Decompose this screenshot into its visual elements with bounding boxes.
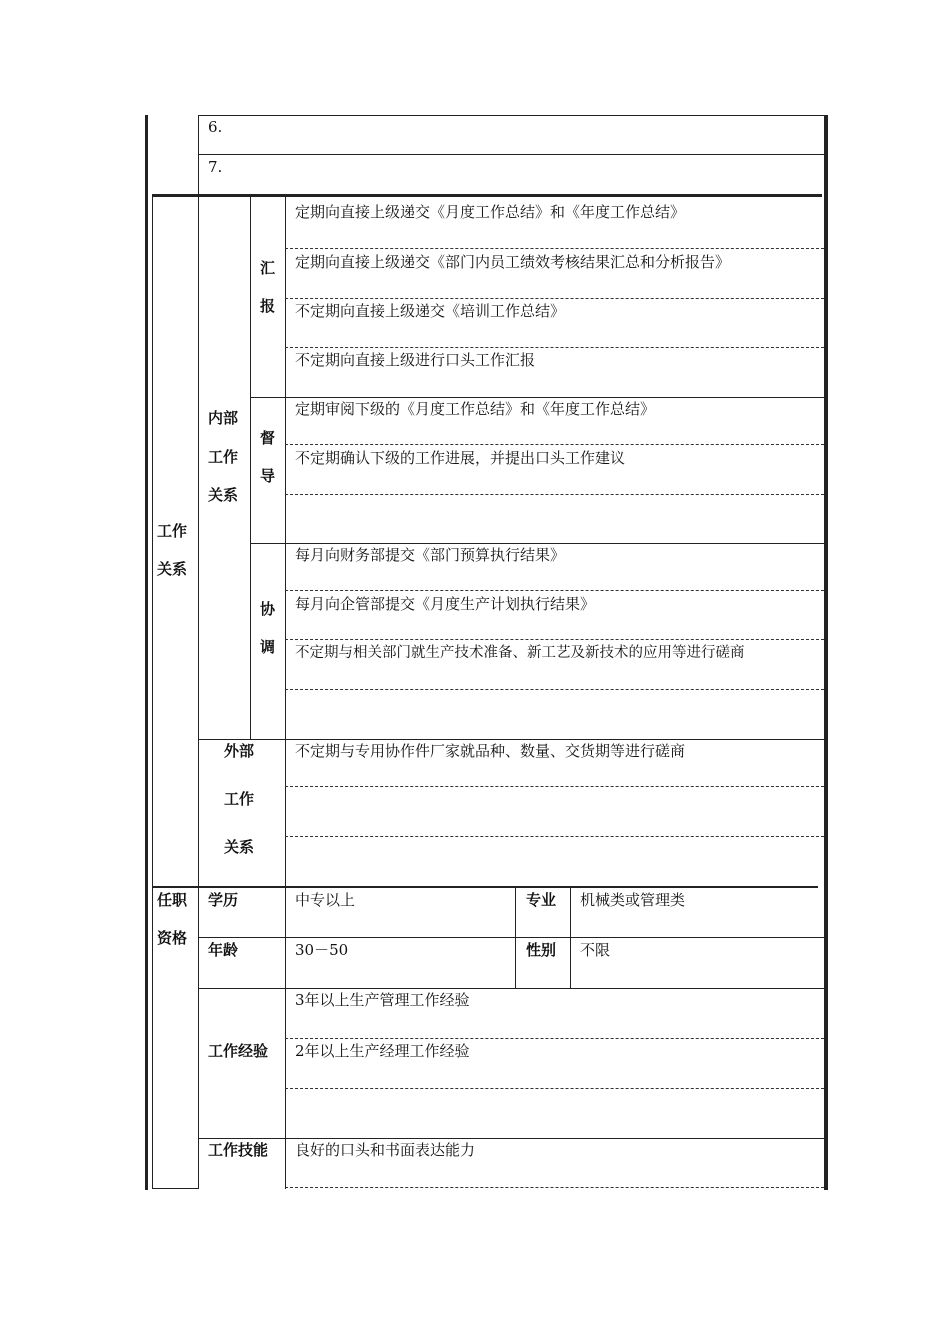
rule xyxy=(198,154,824,155)
coordinate-item: 每月向企管部提交《月度生产计划执行结果》 xyxy=(295,595,596,613)
rule xyxy=(250,543,824,544)
dashed-rule xyxy=(285,1038,824,1039)
age-value: 30－50 xyxy=(295,941,349,959)
external-label-1: 外部 xyxy=(224,742,255,760)
external-item: 不定期与专用协作件厂家就品种、数量、交货期等进行磋商 xyxy=(295,742,686,760)
rule xyxy=(570,887,571,988)
rule xyxy=(198,197,199,1189)
dashed-rule xyxy=(285,786,824,787)
section-divider xyxy=(152,194,822,197)
major-value: 机械类或管理类 xyxy=(580,891,686,909)
supervise-item: 定期审阅下级的《月度工作总结》和《年度工作总结》 xyxy=(295,400,656,418)
major-label: 专业 xyxy=(526,891,557,909)
row-7: 7. xyxy=(208,158,223,176)
rule xyxy=(198,937,824,938)
supervise-item: 不定期确认下级的工作进展，并提出口头工作建议 xyxy=(295,449,626,467)
qualifications-label-1: 任职 xyxy=(157,891,188,909)
work-relations-label-1: 工作 xyxy=(157,522,188,540)
dashed-rule xyxy=(285,836,824,837)
report-label-1: 汇 xyxy=(260,259,276,277)
outer-right-border xyxy=(824,115,828,1190)
internal-label-3: 关系 xyxy=(208,486,239,504)
age-label: 年龄 xyxy=(208,941,239,959)
rule xyxy=(285,197,286,1189)
coordinate-item: 不定期与相关部门就生产技术准备、新工艺及新技术的应用等进行磋商 xyxy=(295,645,745,661)
qualifications-label-2: 资格 xyxy=(157,929,188,947)
report-item: 定期向直接上级递交《部门内员工绩效考核结果汇总和分析报告》 xyxy=(295,253,731,271)
dashed-rule xyxy=(285,689,824,690)
education-label: 学历 xyxy=(208,891,239,909)
experience-label: 工作经验 xyxy=(208,1042,269,1060)
rule xyxy=(198,988,824,989)
dashed-rule xyxy=(285,494,824,495)
work-relations-label-2: 关系 xyxy=(157,560,188,578)
report-item: 不定期向直接上级进行口头工作汇报 xyxy=(295,351,536,369)
gender-label: 性别 xyxy=(526,941,557,959)
dashed-rule xyxy=(285,248,824,249)
rule xyxy=(198,115,824,116)
dashed-rule xyxy=(285,1088,824,1089)
rule xyxy=(198,1138,824,1139)
external-label-3: 关系 xyxy=(224,838,255,856)
rule xyxy=(515,887,516,988)
coordinate-item: 每月向财务部提交《部门预算执行结果》 xyxy=(295,546,566,564)
rule xyxy=(152,197,153,1189)
dashed-rule xyxy=(285,347,824,348)
rule xyxy=(250,397,824,398)
rule xyxy=(198,739,824,740)
education-value: 中专以上 xyxy=(295,891,356,909)
report-label-2: 报 xyxy=(260,297,276,315)
coordinate-label-2: 调 xyxy=(260,638,276,656)
report-item: 不定期向直接上级递交《培训工作总结》 xyxy=(295,302,566,320)
rule xyxy=(198,115,199,195)
skills-item: 良好的口头和书面表达能力 xyxy=(295,1141,476,1159)
supervise-label-2: 导 xyxy=(260,467,276,485)
outer-left-border xyxy=(145,115,148,1190)
coordinate-label-1: 协 xyxy=(260,600,276,618)
gender-value: 不限 xyxy=(580,941,611,959)
dashed-rule xyxy=(285,639,824,640)
dashed-rule xyxy=(285,590,824,591)
experience-item: 3年以上生产管理工作经验 xyxy=(295,991,470,1009)
dashed-rule xyxy=(285,1187,824,1188)
rule xyxy=(152,1188,198,1189)
row-6: 6. xyxy=(208,118,223,136)
external-label-2: 工作 xyxy=(224,790,255,808)
dashed-rule xyxy=(285,298,824,299)
dashed-rule xyxy=(285,444,824,445)
rule xyxy=(250,197,251,739)
internal-label-1: 内部 xyxy=(208,409,239,427)
report-item: 定期向直接上级递交《月度工作总结》和《年度工作总结》 xyxy=(295,203,686,221)
section-divider xyxy=(152,886,818,888)
supervise-label-1: 督 xyxy=(260,429,276,447)
skills-label: 工作技能 xyxy=(208,1141,269,1159)
internal-label-2: 工作 xyxy=(208,448,239,466)
experience-item: 2年以上生产经理工作经验 xyxy=(295,1042,470,1060)
